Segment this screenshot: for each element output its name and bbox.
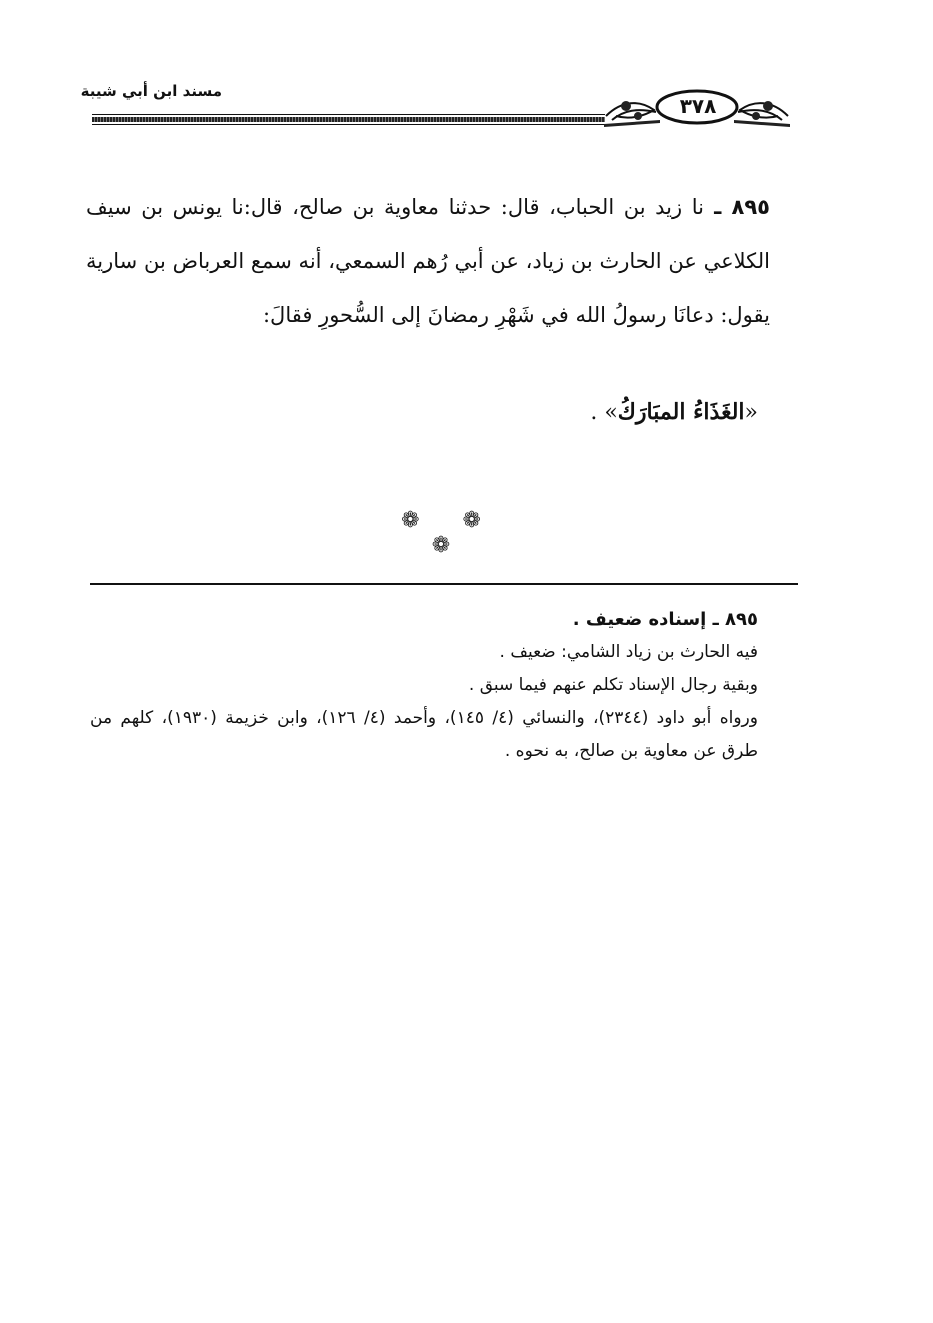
section-separator: ❁ ❁ ❁	[401, 508, 499, 558]
footnotes	[90, 603, 758, 768]
hadith-number: ٨٩٥	[731, 195, 770, 219]
page-number: ٣٧٨	[679, 94, 717, 118]
header-rule	[92, 114, 605, 128]
book-title: مسند ابن أبي شيبة	[80, 82, 222, 100]
footnote-line: وبقية رجال الإسناد تكلم عنهم فيما سبق .	[468, 675, 758, 695]
footnote-line: ورواه أبو داود (٢٣٤٤)، والنسائي (٤/ ١٤٥)، وأحمد (٤/ ١٢٦)، وابن خزيمة (١٩٣٠)، كلهم من طرق عن معاوية بن صالح، به نحوه .	[90, 708, 758, 761]
quote-close-mark: » .	[590, 400, 618, 425]
quote-open-mark: «	[744, 400, 758, 425]
header-rule-thick	[92, 117, 605, 122]
footnote-line: فيه الحارث بن زياد الشامي: ضعيف .	[499, 642, 758, 662]
footnote-heading: ٨٩٥ ـ إسناده ضعيف .	[572, 609, 758, 630]
footnote-divider	[90, 583, 798, 585]
quote-text: الغَذَاءُ المبَارَكُ	[617, 399, 745, 425]
hadith-body: نا زيد بن الحباب، قال: حدثنا معاوية بن صالح، قال:نا يونس بن سيف الكلاعي عن الحارث بن زياد، عن أبي رُهم السمعي، أنه سمع العرباض بن سارية يقول: دعانَا رسولُ الله في شَهْرِ رمضانَ إلى السُّحورِ فقالَ:	[86, 195, 770, 327]
hadith-paragraph	[86, 180, 770, 342]
hadith-quote	[86, 388, 758, 437]
header-rule-thin-top	[92, 114, 605, 115]
hadith-text	[86, 180, 770, 342]
hadith-dash: ـ	[703, 195, 732, 219]
header-rule-thin-bottom	[92, 124, 605, 125]
